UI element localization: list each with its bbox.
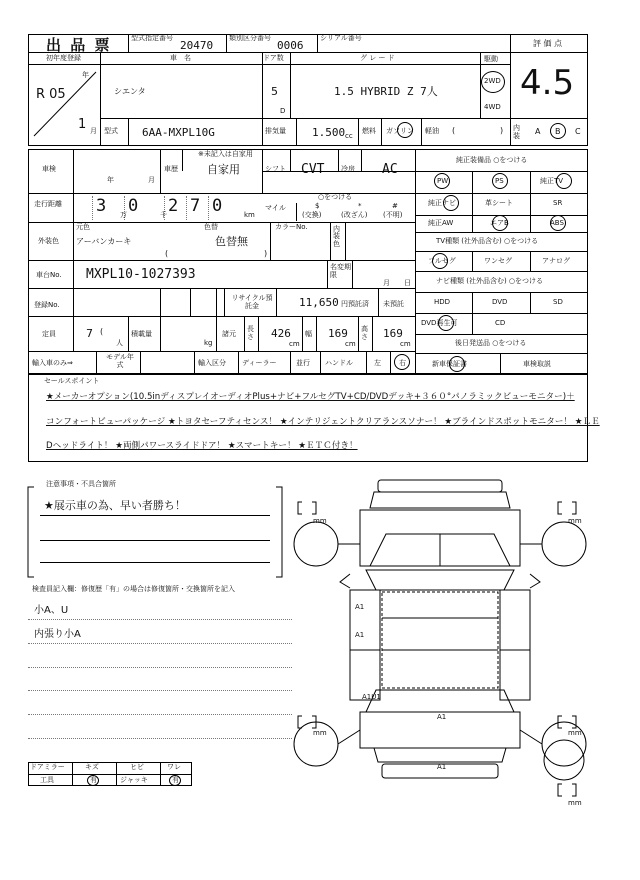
equip-airbag: エアB [490,219,509,227]
height-cm: cm [400,340,411,348]
original-color-label: 元色 [76,223,90,231]
interior-label: 内装 [513,124,520,140]
diesel-label: 軽油 [425,127,439,135]
recycle-unit: 円預託済 [341,300,369,308]
legend-tool: 工具 [40,776,54,784]
drive-2wd: 2WD [484,77,501,85]
grade-label: グ レ ー ド [360,54,395,62]
equip-pw-circle [492,173,508,189]
import-class-label: 輸入区分 [198,359,226,367]
damage-mark-rear-quarter: A1U1 [362,693,381,701]
import-parallel: 並行 [296,359,310,367]
width-cm: cm [345,340,356,348]
model-code: 20470 [180,39,214,52]
legend-jack-circle [169,775,181,786]
interior-b-circle [550,123,566,139]
tv-fullseg-circle [432,253,448,269]
width-label: 幅 [305,330,312,338]
shift-label: シフト [265,165,286,173]
equip-tv: 純正TV [540,177,564,185]
spec-label: 諸元 [222,330,236,338]
mile-star: * [358,202,362,210]
inspection-year-unit: 年 [107,176,114,184]
tv-analog: アナログ [542,257,570,265]
interior-color-label: 内装色 [333,225,340,248]
length-label: 長さ [247,325,254,341]
color-change: 色替無 [215,235,248,248]
mile-exchange: (交換) [302,211,322,219]
fuel-paren-open: ( [452,126,456,135]
equip-pw: PS [495,177,504,185]
shift: CVT [301,162,325,177]
equip-navi-circle [443,195,459,211]
car-name: シエンタ [114,87,146,96]
class-code: 0006 [277,39,304,52]
evaluation-score: 4.5 [520,63,575,103]
capacity: 7 [86,327,93,340]
equip-tv-circle [556,173,572,189]
tv-fullseg: フルセグ [428,257,456,265]
recycle-fee: 11,650 [299,296,339,309]
navi-dvd-play: DVD再生可 [421,319,458,327]
original-color: アーバンカーキ [76,237,132,246]
door-suffix: D [280,107,286,115]
legend-crack: ヒビ [130,763,144,771]
name-change-month: 月 [383,279,390,287]
capacity-unit: 人 [116,339,123,347]
displacement: 1.500 [312,126,346,139]
name-change-label: 名変期限 [330,263,351,280]
chassis-label: 車台No. [36,271,62,279]
handle-left: 左 [374,359,381,367]
car-damage-diagram [290,478,590,808]
type-label: 型式 [104,127,118,135]
handle-right: 右 [399,359,406,367]
mile-label: マイル [265,204,286,212]
color-number-label: カラーNo. [275,223,308,231]
legend-broken: ワレ [167,763,181,771]
handle-right-circle [394,354,410,370]
history-note: ※未記入は自家用 [198,150,253,158]
sales-point-line-1: ★メーカーオプション(10.5inディスプレイオーディオPlus+ナビ+フルセグTV+CD/DVDデッキ+３６０°パノラミックビューモニター)＋ [46,392,575,402]
inspection-label: 車検 [42,165,56,173]
month-unit: 月 [90,127,97,135]
length-cm: cm [289,340,300,348]
damage-mark-door-1: A1 [355,603,365,611]
class-code-label: 類別区分番号 [229,34,271,42]
equip-airbag-circle [492,215,508,231]
color-paren-close: ) [264,249,268,258]
model-year-label: モデル年式 [106,353,134,369]
displacement-label: 排気量 [265,127,286,135]
notes-label: 注意事項・不具合箇所 [46,480,116,488]
equip-abs: ABS [550,219,564,227]
interior-a: A [535,127,541,136]
recycle-label: リサイクル預託金 [231,294,273,311]
form-title: 出 品 票 [46,36,112,54]
inspection-month-unit: 月 [148,176,155,184]
doors-label: ドア数 [263,54,284,62]
tv-oneseg: ワンセグ [484,257,512,265]
ac-label: 冷房 [341,165,355,173]
later-manual: 車検取説 [523,360,551,368]
navi-dvd-play-circle [438,315,454,331]
equipment-title: 純正装備品 ○をつける [456,156,528,164]
color-paren-open: ( [165,249,169,258]
drive-label: 駆動 [484,55,498,63]
fuel-paren-close: ) [500,126,504,135]
navi-dvd: DVD [492,298,508,306]
legend-tool-circle [87,775,99,786]
grade: 1.5 HYBRID Z 7人 [334,85,438,98]
color-change-label: 色替 [204,223,218,231]
mile-dollar: $ [315,202,320,210]
fuel-circle [397,122,413,138]
mileage-digit: 2 [168,196,179,216]
legend-jack: ジャッキ [120,776,148,784]
vehicle-width: 169 [328,327,348,340]
usage-history: 自家用 [207,163,240,176]
score-label: 評 価 点 [533,39,563,48]
mm-spare: mm [568,799,582,807]
equip-aw: 純正AW [428,219,454,227]
mm-rear-right: mm [568,729,582,737]
recycle-unpaid: 未預託 [383,300,404,308]
navi-hdd: HDD [434,298,451,306]
handle-label: ハンドル [325,359,353,367]
mile-unknown: (不明) [383,211,403,219]
height-label: 高さ [361,325,368,341]
mileage-km: km [244,211,255,219]
equip-navi: 純正ナビ [428,199,456,207]
inspector-line-1: 小A、U [34,605,69,616]
first-reg-label: 初年度登録 [46,54,81,62]
inspector-line-2: 内張り小A [34,629,81,640]
fuel-gasoline: ガソリン [386,127,414,135]
mileage-digit: 7 [190,196,201,216]
tv-type-title: TV種類 (社外品含む) ○をつける [436,237,539,245]
vehicle-height: 169 [383,327,403,340]
notes-text: ★展示車の為、早い者勝ち！ [44,499,186,512]
damage-mark-rear-bumper: A1 [437,763,447,771]
fuel-label: 燃料 [362,127,376,135]
first-reg-month: 1 [78,117,87,132]
later-warranty-circle [449,356,465,372]
sales-point-line-3: Dヘッドライト！ ★両側パワースライドドア！ ★スマートキー！ ★ＥＴＣ付き！ [46,441,358,451]
interior-b: B [555,127,561,136]
legend-jack-yes: 有 [172,776,179,784]
mileage-digit: 0 [128,196,139,216]
model-code-label: 型式指定番号 [131,34,173,42]
model-type: 6AA-MXPL10G [142,126,215,139]
legend-mirror: ドアミラー [30,763,65,771]
equip-sunroof: SR [553,199,563,207]
drive-4wd: 4WD [484,103,501,111]
equip-abs-circle [550,215,566,231]
exterior-color-label: 外装色 [38,237,59,245]
year-unit: 年 [82,71,89,79]
navi-type-title: ナビ種類 (社外品含む) ○をつける [436,277,544,285]
interior-c: C [575,127,581,136]
import-label: 輸入車のみ⇒ [32,359,73,367]
capacity-label: 定員 [42,330,56,338]
mm-front-left: mm [313,517,327,525]
load-kg: kg [204,339,213,347]
legend-scratch: キズ [85,763,99,771]
mileage-sen: 千 [160,211,167,219]
vehicle-length: 426 [271,327,291,340]
mm-rear-left: mm [313,729,327,737]
mileage-digit: 0 [212,196,223,216]
registration-label: 登録No. [34,301,60,309]
first-reg-era: R 05 [36,87,66,102]
navi-sd: SD [553,298,563,306]
capacity-paren: ( [100,327,104,336]
navi-cd: CD [495,319,506,327]
car-name-label: 車 名 [170,54,191,62]
import-dealer: ディーラー [242,359,277,367]
later-items-title: 後日発送品 ○をつける [455,339,527,347]
load-label: 積載量 [131,330,152,338]
mm-front-right: mm [568,517,582,525]
door-count: 5 [271,85,278,98]
damage-mark-door-2: A1 [355,631,365,639]
cc-unit: cc [345,132,353,140]
mileage-label: 走行距離 [34,200,62,208]
serial-label: シリアル番号 [320,34,362,42]
chassis-number: MXPL10-1027393 [86,267,196,282]
mileage-digit: 3 [96,196,107,216]
equip-ps: PW [437,177,449,185]
history-label: 車歴 [164,165,178,173]
later-warranty: 新車保証書 [432,360,467,368]
legend-tool-yes: 有 [90,776,97,784]
inspector-label: 検査員記入欄：修復歴「有」の場合は修復箇所・交換箇所を記入 [32,585,235,593]
equip-ps-circle [434,173,450,189]
mile-tampered: (改ざん) [341,211,368,219]
name-change-day: 日 [404,279,411,287]
damage-mark-back-door: A1 [437,713,447,721]
air-conditioner: AC [382,162,398,177]
equip-leather: 革シート [485,199,513,207]
mileage-man: 万 [120,211,127,219]
mile-hash: # [392,202,398,210]
sales-point-line-2: コンフォートビューパッケージ ★トヨタセーフティセンス！ ★インテリジェントクリアランスソナー！ ★ブラインドスポットモニター！ ★ＬＥ [46,417,600,427]
mile-circle-note: ○をつける [318,193,353,201]
sales-point-label: セールスポイント [44,377,100,385]
